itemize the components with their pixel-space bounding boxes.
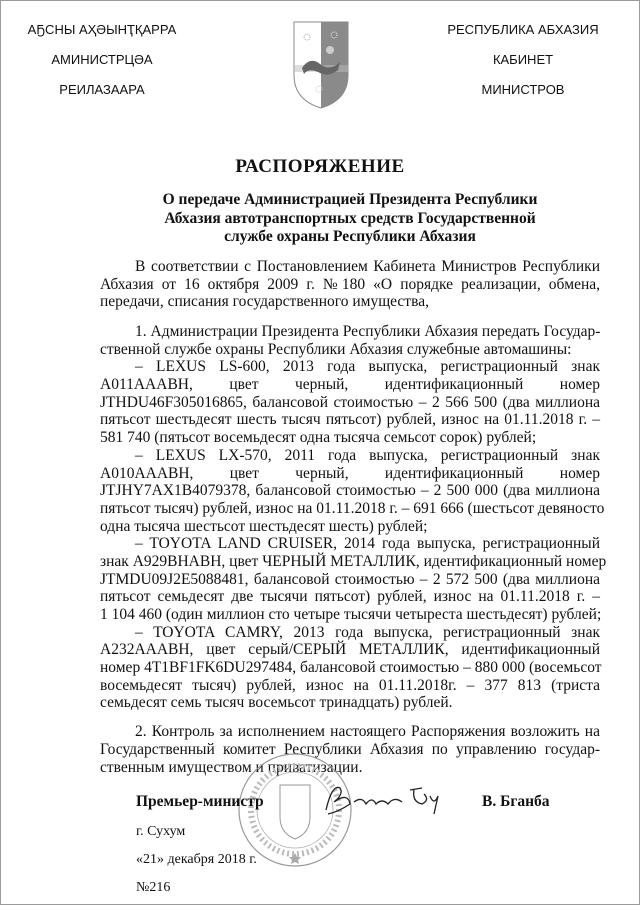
header-right	[413, 22, 633, 112]
order-items	[100, 323, 607, 776]
text-line: A232AAABH, цвет серый/СЕРЫЙ МЕТАЛЛИК, идентификационный	[100, 641, 600, 659]
text-line: – TOYOTA LAND CRUISER, 2014 года выпуска, регистрационный	[135, 535, 600, 553]
text-line: A010AAABH, цвет черный, идентификационный номер	[100, 464, 600, 482]
header-left-line: РЕИЛАЗААРА	[59, 82, 145, 97]
text-line: JTHDU46F305016865, балансовой стоимостью – 2 566 500 (два миллиона	[100, 393, 600, 411]
text-line: JTJHY7AX1B4079378, балансовой стоимостью – 2 500 000 (два миллиона	[100, 482, 600, 500]
text-line: восемьдесят тысяч) рублей, износ на 01.11.2018г. – 377 813 (триста	[100, 676, 600, 694]
text-line: пятьсот шестьдесят шесть тысяч пятьсот) рублей, износ на 01.11.2018 г. –	[100, 411, 600, 429]
text-line: 1. Администрации Президента Республики Абхазия передать Государ-	[135, 323, 601, 340]
preamble	[100, 258, 600, 311]
handwritten-signature	[318, 780, 448, 820]
document-subtitle	[100, 191, 600, 247]
text-line: A011AAABH, цвет черный, идентификационный номер	[100, 376, 600, 394]
subtitle-line: О передаче Администрацией Президента Республики	[162, 191, 538, 208]
text-line: 2. Контроль за исполнением настоящего Распоряжения возложить на	[135, 723, 600, 741]
text-line: В соответствии с Постановлением Кабинета Министров Республики	[135, 258, 600, 275]
paragraph-spacer	[100, 712, 600, 723]
text-line: семьдесят семь тысяч восемьсот тринадцать) рублей.	[100, 694, 453, 712]
signatory-position: Премьер-министр	[136, 793, 264, 810]
signatory-name: В. Бганба	[482, 793, 550, 810]
text-line: номер 4T1BF1FK6DU297484, балансовой стоимостью – 880 000 (восемьсот	[100, 659, 602, 677]
coat-of-arms-emblem	[292, 20, 350, 110]
text-line: Абхазия от 16 октября 2009 г. №180 «О порядке реализации, обмена,	[100, 275, 600, 293]
document-date: «21» декабря 2018 г.	[136, 852, 257, 867]
header-left	[0, 22, 212, 112]
header-right-line: МИНИСТРОВ	[481, 82, 565, 97]
header-right-line: РЕСПУБЛИКА АБХАЗИЯ	[447, 22, 599, 37]
text-line: 1 104 460 (один миллион сто четыре тысячи четыреста шестьдесят) рублей;	[100, 606, 602, 623]
text-line: знак A929BHABH, цвет ЧЕРНЫЙ МЕТАЛЛИК, идентификационный номер	[100, 552, 607, 570]
text-line: – LEXUS LX-570, 2011 года выпуска, регистрационный знак	[135, 446, 600, 464]
text-line: JTMDU09J2E5088481, балансовой стоимостью – 2 572 500 (два миллиона	[100, 570, 600, 588]
subtitle-line: службе охраны Республики Абхазия	[224, 228, 476, 245]
text-line: пятьсот тысяч) рублей, износ на 01.11.2018 г. – 691 666 (шестьсот девяносто	[100, 499, 605, 517]
header-left-line: АМИНИСТРЦӘА	[51, 52, 153, 67]
text-line: передачи, списания государственного имущества,	[100, 293, 429, 311]
text-line: ственной службе охраны Республики Абхазия служебные автомашины:	[100, 340, 572, 358]
document-number: №216	[136, 880, 171, 895]
header-right-line: КАБИНЕТ	[492, 52, 554, 67]
text-line: – LEXUS LS-600, 2013 года выпуска, регистрационный знак	[135, 358, 600, 376]
text-line: 581 740 (пятьсот восемьдесят одна тысяча семьсот сорок) рублей;	[100, 429, 537, 447]
subtitle-line: Абхазия автотранспортных средств Государственной	[164, 209, 536, 227]
text-line: ственным имуществом и приватизации.	[100, 758, 363, 776]
text-line: Государственный комитет Республики Абхазия по управлению государ-	[100, 740, 600, 758]
document-title: РАСПОРЯЖЕНИЕ	[235, 156, 405, 177]
text-line: пятьсот семьдесят две тысячи пятьсот) рублей, износ на 01.11.2018 г. –	[100, 588, 600, 606]
city: г. Сухум	[136, 824, 186, 839]
text-line: – TOYOTA CAMRY, 2013 года выпуска, регистрационный знак	[135, 623, 600, 641]
header-left-line: АҔСНЫ АҲӘЫНҬҚАРРА	[27, 22, 177, 37]
text-line: одна тысяча шестьсот шестьдесят шесть) рублей;	[100, 517, 428, 535]
